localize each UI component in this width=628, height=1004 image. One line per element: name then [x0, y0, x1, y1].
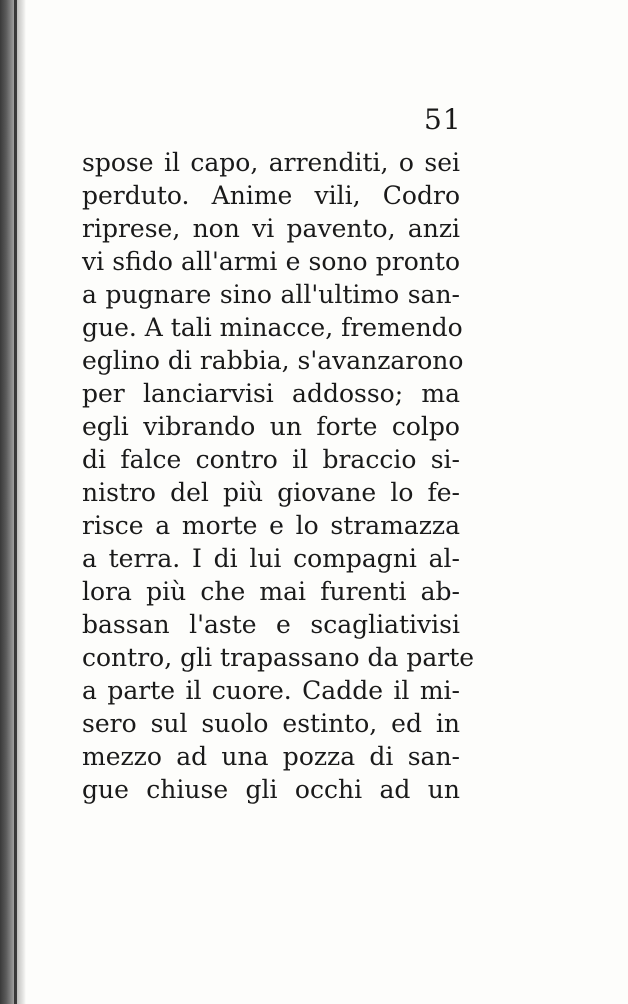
text-line: perduto. Anime vili, Codro — [82, 181, 460, 210]
text-line: riprese, non vi pavento, anzi — [82, 214, 460, 243]
book-gutter-shadow — [0, 0, 26, 1004]
text-line: mezzo ad una pozza di san- — [82, 742, 460, 771]
text-line: per lanciarvisi addosso; ma — [82, 379, 460, 408]
page-number: 51 — [424, 103, 462, 136]
text-line: bassan l'aste e scagliativisi — [82, 610, 460, 639]
text-line: a parte il cuore. Cadde il mi- — [82, 676, 460, 705]
text-line: gue. A tali minacce, fremendo — [82, 313, 463, 342]
text-line: egli vibrando un forte colpo — [82, 412, 460, 441]
text-line: sero sul suolo estinto, ed in — [82, 709, 460, 738]
text-line: nistro del più giovane lo fe- — [82, 478, 460, 507]
text-line: di falce contro il braccio si- — [82, 445, 460, 474]
text-line: a terra. I di lui compagni al- — [82, 544, 460, 573]
binding-edge — [14, 0, 17, 1004]
text-line: vi sfido all'armi e sono pronto — [82, 247, 460, 276]
text-line: a pugnare sino all'ultimo san- — [82, 280, 460, 309]
text-line: eglino di rabbia, s'avanzarono — [82, 346, 464, 375]
text-line: contro, gli trapassano da parte — [82, 643, 475, 672]
text-line: gue chiuse gli occhi ad un — [82, 775, 460, 804]
text-line: spose il capo, arrenditi, o sei — [82, 148, 460, 177]
body-text — [82, 146, 475, 806]
text-line: risce a morte e lo stramazza — [82, 511, 460, 540]
text-line: lora più che mai furenti ab- — [82, 577, 460, 606]
